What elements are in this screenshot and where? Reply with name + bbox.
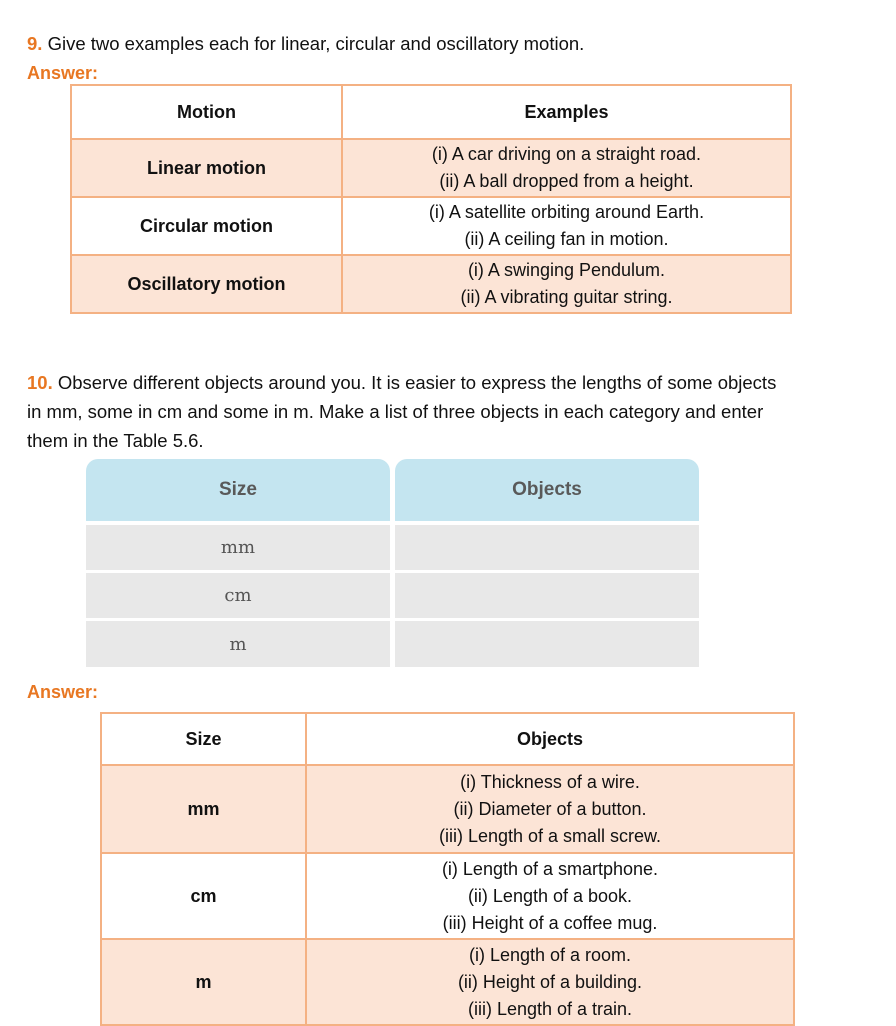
answer-label: Answer: [27,63,99,83]
table-row [101,939,794,1025]
size-unit: cm [101,853,306,939]
object-line: (iii) Height of a coffee mug. [442,912,658,933]
examples-cell [342,139,791,197]
object-line: (iii) Length of a train. [467,998,633,1019]
table-row [101,853,794,939]
examples-cell [342,255,791,313]
textbook-size-cell: m [86,621,390,667]
table-row [71,197,791,255]
question-10-line-1 [27,368,776,397]
question-text: Observe different objects around you. It is easier to express the lengths of some objects [57,372,777,393]
object-line: (ii) Length of a book. [467,885,633,906]
header-examples: Examples [342,85,791,139]
example-line: (ii) A ball dropped from a height. [439,171,694,191]
size-objects-table [100,712,795,1026]
textbook-header-size: Size [86,459,390,521]
example-line: (ii) A vibrating guitar string. [460,287,673,307]
header-objects: Objects [306,713,794,765]
textbook-objects-cell [395,621,699,667]
size-unit: m [101,939,306,1025]
question-number: 9. [27,33,43,54]
question-9 [27,29,584,58]
example-line: (i) A car driving on a straight road. [431,144,702,164]
question-10-line-2: in mm, some in cm and some in m. Make a list of three objects in each category and enter [27,401,764,422]
object-line: (ii) Height of a building. [457,971,643,992]
textbook-header-objects: Objects [395,459,699,521]
textbook-objects-cell [395,525,699,570]
objects-cell [306,853,794,939]
object-line: (i) Length of a room. [468,944,632,965]
table-row [101,765,794,853]
question-10-line-3: them in the Table 5.6. [27,430,204,451]
textbook-table-5-6 [86,459,699,667]
example-line: (ii) A ceiling fan in motion. [464,229,669,249]
objects-cell [306,765,794,853]
example-line: (i) A satellite orbiting around Earth. [428,202,705,222]
object-line: (i) Thickness of a wire. [460,771,640,792]
motion-type: Circular motion [71,197,342,255]
table-header-row [71,85,791,139]
size-unit: mm [101,765,306,853]
textbook-size-cell: cm [86,573,390,618]
header-size: Size [101,713,306,765]
textbook-size-cell: mm [86,525,390,570]
header-motion: Motion [71,85,342,139]
question-text: Give two examples each for linear, circular and oscillatory motion. [47,33,585,54]
table-row [71,139,791,197]
object-line: (i) Length of a smartphone. [441,858,659,879]
textbook-objects-cell [395,573,699,618]
question-number: 10. [27,372,53,393]
objects-cell [306,939,794,1025]
motion-type: Oscillatory motion [71,255,342,313]
answer-label: Answer: [27,682,99,702]
example-line: (i) A swinging Pendulum. [467,260,666,280]
motion-type: Linear motion [71,139,342,197]
object-line: (ii) Diameter of a button. [453,798,647,819]
examples-cell [342,197,791,255]
object-line: (iii) Length of a small screw. [438,825,662,846]
motion-table [70,84,792,314]
table-row [71,255,791,313]
table-header-row [101,713,794,765]
